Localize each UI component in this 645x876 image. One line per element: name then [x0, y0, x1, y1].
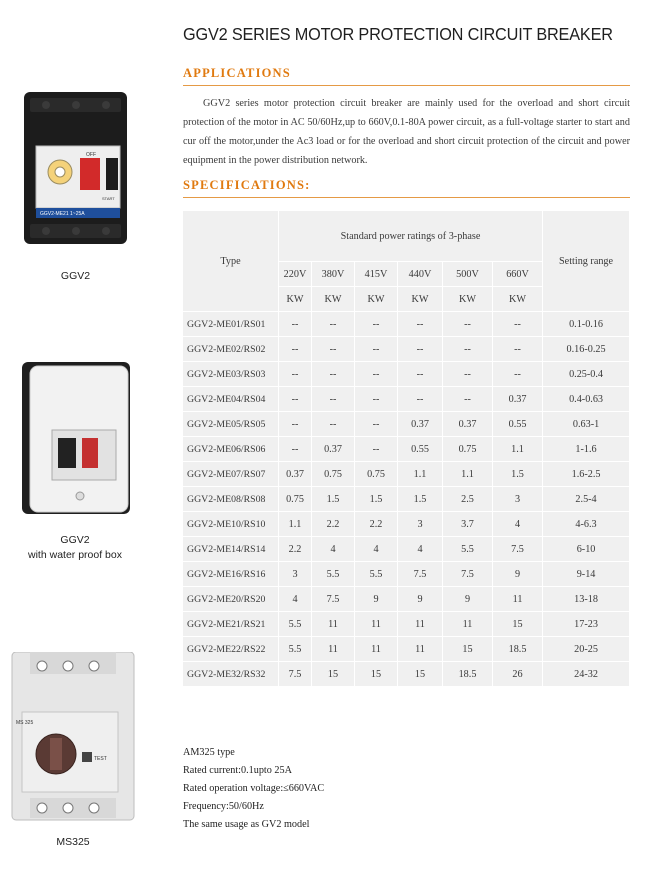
cell-power: 9 — [443, 587, 493, 612]
ms325-spec-line: Frequency:50/60Hz — [183, 801, 264, 812]
cell-power: 9 — [398, 587, 443, 612]
cell-power: -- — [279, 312, 312, 337]
ggv2-box-caption-line1: GGV2 — [60, 534, 90, 546]
cell-power: 2.2 — [312, 512, 355, 537]
cell-power: 18.5 — [443, 662, 493, 687]
cell-setting-range: 24-32 — [543, 662, 630, 687]
table-row — [183, 337, 630, 362]
applications-divider — [183, 85, 630, 86]
ms325-photo — [8, 652, 138, 822]
cell-type: GGV2-ME06/RS06 — [183, 437, 279, 462]
ggv2-device-label: GGV2-ME21 1~25A — [40, 211, 85, 217]
cell-power: 15 — [443, 637, 493, 662]
cell-power: 2.2 — [355, 512, 398, 537]
specifications-divider — [183, 197, 630, 198]
cell-power: 1.1 — [398, 462, 443, 487]
cell-power: -- — [355, 387, 398, 412]
cell-power: -- — [279, 387, 312, 412]
header-voltage: 440V — [398, 262, 443, 287]
cell-power: -- — [398, 387, 443, 412]
cell-power: 26 — [493, 662, 543, 687]
cell-power: -- — [279, 362, 312, 387]
cell-power: 3.7 — [443, 512, 493, 537]
ms325-spec-line: Rated current:0.1upto 25A — [183, 765, 292, 776]
cell-setting-range: 4-6.3 — [543, 512, 630, 537]
cell-power: 0.75 — [279, 487, 312, 512]
ms325-spec-line: The same usage as GV2 model — [183, 819, 310, 830]
cell-power: 7.5 — [493, 537, 543, 562]
cell-power: -- — [312, 362, 355, 387]
cell-power: 0.37 — [312, 437, 355, 462]
table-row — [183, 637, 630, 662]
cell-power: 1.5 — [493, 462, 543, 487]
cell-power: 1.1 — [443, 462, 493, 487]
cell-power: 4 — [398, 537, 443, 562]
spec-table — [183, 211, 630, 687]
cell-power: -- — [355, 337, 398, 362]
ggv2-caption: GGV2 — [60, 270, 91, 282]
page-title: GGV2 SERIES MOTOR PROTECTION CIRCUIT BREAKER — [183, 24, 613, 44]
cell-power: 1.5 — [312, 487, 355, 512]
cell-power: 7.5 — [398, 562, 443, 587]
ggv2-box-photo — [20, 360, 132, 516]
cell-type: GGV2-ME16/RS16 — [183, 562, 279, 587]
table-row — [183, 412, 630, 437]
table-row — [183, 387, 630, 412]
cell-type: GGV2-ME03/RS03 — [183, 362, 279, 387]
cell-setting-range: 1.6-2.5 — [543, 462, 630, 487]
cell-power: -- — [398, 362, 443, 387]
cell-power: -- — [398, 312, 443, 337]
cell-power: -- — [443, 387, 493, 412]
cell-power: 3 — [398, 512, 443, 537]
cell-power: 11 — [355, 612, 398, 637]
table-row — [183, 512, 630, 537]
cell-power: -- — [279, 337, 312, 362]
cell-power: 5.5 — [312, 562, 355, 587]
table-row — [183, 662, 630, 687]
table-row — [183, 562, 630, 587]
table-row — [183, 362, 630, 387]
table-row — [183, 537, 630, 562]
cell-power: 3 — [493, 487, 543, 512]
cell-power: 15 — [398, 662, 443, 687]
cell-type: GGV2-ME10/RS10 — [183, 512, 279, 537]
cell-type: GGV2-ME07/RS07 — [183, 462, 279, 487]
ggv2-box-device-image — [20, 360, 132, 516]
cell-power: 11 — [443, 612, 493, 637]
cell-power: 0.37 — [443, 412, 493, 437]
cell-power: 15 — [312, 662, 355, 687]
header-unit: KW — [398, 287, 443, 312]
cell-power: -- — [355, 312, 398, 337]
cell-setting-range: 13-18 — [543, 587, 630, 612]
cell-type: GGV2-ME02/RS02 — [183, 337, 279, 362]
cell-power: -- — [355, 412, 398, 437]
cell-power: 1.1 — [493, 437, 543, 462]
cell-power: 0.37 — [398, 412, 443, 437]
cell-power: -- — [355, 437, 398, 462]
cell-power: -- — [398, 337, 443, 362]
ms325-device-image — [8, 652, 138, 822]
cell-power: 18.5 — [493, 637, 543, 662]
cell-power: 11 — [398, 637, 443, 662]
cell-type: GGV2-ME04/RS04 — [183, 387, 279, 412]
header-voltage: 660V — [493, 262, 543, 287]
table-row — [183, 487, 630, 512]
cell-type: GGV2-ME14/RS14 — [183, 537, 279, 562]
cell-power: 5.5 — [355, 562, 398, 587]
specifications-heading: SPECIFICATIONS: — [183, 178, 311, 192]
cell-power: 5.5 — [443, 537, 493, 562]
cell-power: -- — [279, 412, 312, 437]
table-row — [183, 612, 630, 637]
header-unit: KW — [312, 287, 355, 312]
header-unit: KW — [493, 287, 543, 312]
cell-power: 7.5 — [443, 562, 493, 587]
cell-power: 11 — [493, 587, 543, 612]
cell-power: 9 — [355, 587, 398, 612]
cell-type: GGV2-ME05/RS05 — [183, 412, 279, 437]
ggv2-photo — [22, 88, 129, 248]
cell-power: 0.75 — [443, 437, 493, 462]
cell-setting-range: 0.4-0.63 — [543, 387, 630, 412]
cell-power: -- — [443, 362, 493, 387]
cell-setting-range: 0.25-0.4 — [543, 362, 630, 387]
table-row — [183, 437, 630, 462]
cell-power: -- — [355, 362, 398, 387]
ms325-spec-line: AM325 type — [183, 747, 235, 758]
cell-power: -- — [279, 437, 312, 462]
cell-power: 11 — [312, 612, 355, 637]
cell-power: -- — [493, 312, 543, 337]
ms325-device-label: MS 325 — [16, 720, 34, 726]
cell-power: -- — [493, 337, 543, 362]
cell-type: GGV2-ME32/RS32 — [183, 662, 279, 687]
header-power: Standard power ratings of 3-phase — [279, 211, 543, 262]
cell-type: GGV2-ME01/RS01 — [183, 312, 279, 337]
cell-power: 9 — [493, 562, 543, 587]
cell-power: 7.5 — [312, 587, 355, 612]
header-voltage: 380V — [312, 262, 355, 287]
header-unit: KW — [279, 287, 312, 312]
cell-power: 0.55 — [493, 412, 543, 437]
cell-power: 2.2 — [279, 537, 312, 562]
header-setting-range: Setting range — [543, 211, 630, 312]
spec-table-wrapper — [183, 211, 630, 687]
cell-power: 1.5 — [398, 487, 443, 512]
cell-power: 2.5 — [443, 487, 493, 512]
cell-power: -- — [312, 412, 355, 437]
cell-power: 4 — [355, 537, 398, 562]
cell-type: GGV2-ME08/RS08 — [183, 487, 279, 512]
applications-heading: APPLICATIONS — [183, 66, 291, 80]
header-voltage: 415V — [355, 262, 398, 287]
cell-power: 11 — [355, 637, 398, 662]
ms325-spec-list — [183, 744, 324, 834]
cell-setting-range: 0.63-1 — [543, 412, 630, 437]
ms325-caption: MS325 — [56, 836, 90, 848]
cell-type: GGV2-ME20/RS20 — [183, 587, 279, 612]
header-unit: KW — [355, 287, 398, 312]
ggv2-start-label: START — [102, 196, 115, 201]
table-row — [183, 312, 630, 337]
cell-power: 5.5 — [279, 612, 312, 637]
ggv2-box-caption — [10, 533, 140, 563]
header-voltage: 500V — [443, 262, 493, 287]
cell-power: -- — [443, 312, 493, 337]
cell-type: GGV2-ME22/RS22 — [183, 637, 279, 662]
header-voltage: 220V — [279, 262, 312, 287]
applications-body: GGV2 series motor protection circuit breaker are mainly used for the overload and short circuit protection of the motor in AC 50/60Hz,up to 660V,0.1-80A power circuit, as a full-voltage starter to start and cur off the motor,under the Ac3 load or for the overload and short circuit protection of the circuit and power equipment in the power distribution network. — [183, 98, 630, 166]
cell-power: 11 — [398, 612, 443, 637]
table-row — [183, 587, 630, 612]
cell-power: 15 — [355, 662, 398, 687]
ggv2-box-caption-line2: with water proof box — [28, 549, 122, 561]
cell-power: 0.37 — [279, 462, 312, 487]
cell-power: 1.5 — [355, 487, 398, 512]
applications-text — [183, 94, 630, 170]
cell-power: -- — [312, 312, 355, 337]
cell-setting-range: 17-23 — [543, 612, 630, 637]
cell-power: 11 — [312, 637, 355, 662]
cell-setting-range: 0.16-0.25 — [543, 337, 630, 362]
cell-setting-range: 2.5-4 — [543, 487, 630, 512]
cell-power: 0.55 — [398, 437, 443, 462]
cell-setting-range: 1-1.6 — [543, 437, 630, 462]
cell-power: 0.37 — [493, 387, 543, 412]
cell-power: -- — [443, 337, 493, 362]
cell-setting-range: 9-14 — [543, 562, 630, 587]
cell-power: 7.5 — [279, 662, 312, 687]
cell-power: 15 — [493, 612, 543, 637]
ggv2-off-label: OFF — [86, 152, 96, 158]
cell-power: 4 — [493, 512, 543, 537]
cell-power: -- — [493, 362, 543, 387]
cell-power: 5.5 — [279, 637, 312, 662]
cell-power: 1.1 — [279, 512, 312, 537]
cell-setting-range: 20-25 — [543, 637, 630, 662]
cell-power: -- — [312, 387, 355, 412]
cell-setting-range: 6-10 — [543, 537, 630, 562]
cell-power: 0.75 — [355, 462, 398, 487]
cell-power: 0.75 — [312, 462, 355, 487]
header-unit: KW — [443, 287, 493, 312]
ms325-spec-line: Rated operation voltage:≤660VAC — [183, 783, 325, 794]
ms325-test-label: TEST — [94, 756, 107, 762]
header-type: Type — [183, 211, 279, 312]
cell-type: GGV2-ME21/RS21 — [183, 612, 279, 637]
cell-setting-range: 0.1-0.16 — [543, 312, 630, 337]
table-row — [183, 462, 630, 487]
cell-power: 4 — [312, 537, 355, 562]
ggv2-device-image — [22, 88, 129, 248]
cell-power: -- — [312, 337, 355, 362]
cell-power: 3 — [279, 562, 312, 587]
cell-power: 4 — [279, 587, 312, 612]
